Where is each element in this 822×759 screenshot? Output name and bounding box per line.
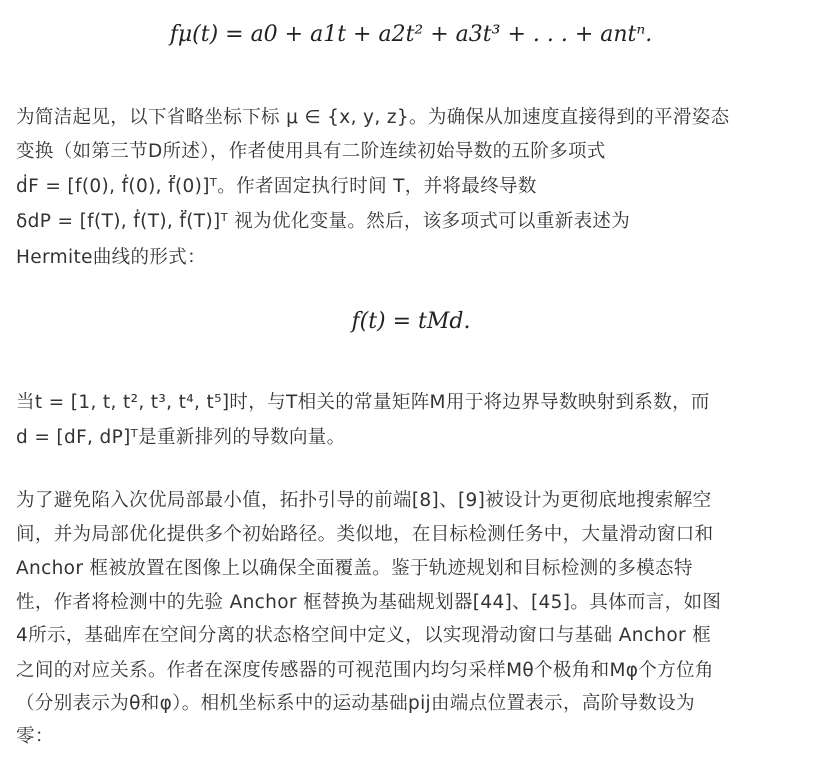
text-line: 当t = [1, t, t², t³, t⁴, t⁵]时，与T相关的常量矩阵M用于将边界导数映射到系数，而 [16,392,710,413]
text-line: 间，并为局部优化提供多个初始路径。类似地，在目标检测任务中，大量滑动窗口和 [16,524,714,545]
text-line: ḋF = [f(0), ḟ(0), f̈(0)]ᵀ。作者固定执行时间 T，并将最终导数 [16,176,537,197]
text-line: 为简洁起见，以下省略坐标下标 μ ∈ {x, y, z}。为确保从加速度直接得到的平滑姿态 [16,107,730,128]
text-line: δdP = [f(T), ḟ(T), f̈(T)]ᵀ 视为优化变量。然后，该多项式可以重新表述为 [16,211,631,232]
text-line: 为了避免陷入次优局部最小值，拓扑引导的前端[8]、[9]被设计为更彻底地搜索解空 [16,490,712,511]
text-line: Anchor 框被放置在图像上以确保全面覆盖。鉴于轨迹规划和目标检测的多模态特 [16,558,693,579]
equation-polynomial: fμ(t) = a0 + a1t + a2t² + a3t³ + . . . + antⁿ. [169,22,653,47]
text-line: 变换（如第三节D所述），作者使用具有二阶连续初始导数的五阶多项式 [16,141,606,162]
text-line: 零： [16,726,54,747]
text-line: （分别表示为θ和φ）。相机坐标系中的运动基础pij由端点位置表示，高阶导数设为 [16,693,695,714]
equation-hermite: f(t) = tMd. [351,309,471,334]
text-line: d = [dF, dP]ᵀ是重新排列的导数向量。 [16,427,346,448]
text-line: 之间的对应关系。作者在深度传感器的可视范围内均匀采样Mθ个极角和Mφ个方位角 [16,660,714,681]
text-line: 性，作者将检测中的先验 Anchor 框替换为基础规划器[44]、[45]。具体而言，如图 [16,592,722,613]
text-line: 4所示，基础库在空间分离的状态格空间中定义，以实现滑动窗口与基础 Anchor 框 [16,625,712,646]
text-line: Hermite曲线的形式： [16,247,206,268]
